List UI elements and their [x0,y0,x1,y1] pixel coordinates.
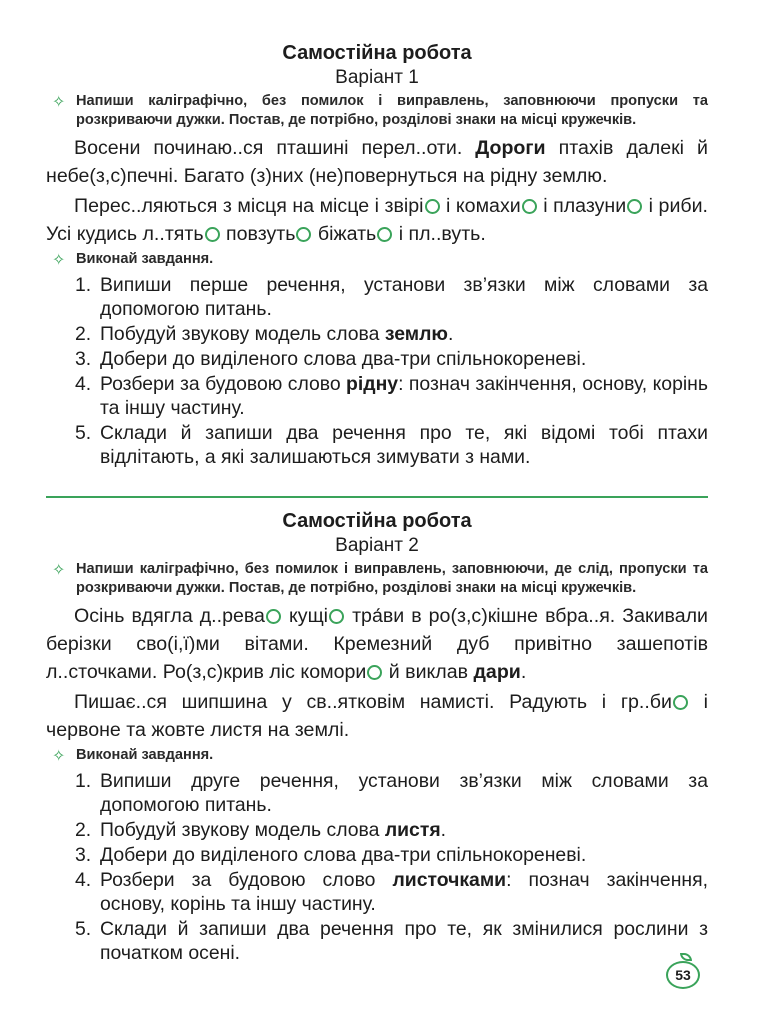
task-number: 5. [75,918,92,940]
text-run: птахів далекі й небе(з,с)печні. Багато (з)них (не)повернуться на рідну землю. [46,137,708,187]
task-text: Добери до виділеного слова два-три спільнокореневі. [100,348,587,370]
task-item [46,868,708,916]
task-number: 4. [75,373,92,395]
instruction-text: Напиши каліграфічно, без помилок і виправлень, заповнюючи, де слід, пропуски та розкриваючи дужки. Постав, де потрібно, розділові знаки на місці кружечків. [76,561,708,596]
text-run: й виклав [383,661,474,683]
task-item [46,322,708,346]
task-keyword: листя [384,819,441,841]
task-number: 1. [75,770,92,792]
task-list [46,273,708,469]
sparkle-icon: ✧ [52,748,66,765]
task-item [46,843,708,867]
task-number: 3. [75,844,92,866]
punctuation-circle-icon [673,695,688,710]
task-text: Добери до виділеного слова два-три спільнокореневі. [100,844,587,866]
task-list [46,769,708,965]
punctuation-circle-icon [627,199,642,214]
task-number: 3. [75,348,92,370]
punctuation-circle-icon [266,609,281,624]
paragraph [46,688,708,744]
task-item [46,769,708,817]
task-number: 4. [75,869,92,891]
page-number-badge [666,957,704,991]
text-run: . [520,661,527,683]
punctuation-circle-icon [367,665,382,680]
task-text: Розбери за будовою слово [100,869,393,891]
paragraph [46,602,708,686]
text-run: і риби. Усі кудись л..тять [46,195,709,245]
task-keyword: листочками [392,869,507,891]
punctuation-circle-icon [205,227,220,242]
punctuation-circle-icon [329,609,344,624]
tasks-header-text: Виконай завдання. [76,251,214,267]
section-divider [46,496,708,498]
text-run: Перес..ляються з місця на місце і звірі [74,195,424,217]
punctuation-circle-icon [296,227,311,242]
task-text: Випиши перше речення, установи зв’язки між словами за допомогою питань. [100,274,708,320]
task-number: 5. [75,422,92,444]
sparkle-icon: ✧ [52,94,66,111]
task-keyword: рідну [346,373,399,395]
instruction-text: Напиши каліграфічно, без помилок і виправлень, заповнюючи пропуски та розкриваючи дужки. Постав, де потрібно, розділові знаки на місці кружечків. [76,93,708,128]
task-text: . [447,323,454,345]
task-number: 2. [75,323,92,345]
task-item [46,372,708,420]
task-item [46,273,708,321]
highlighted-word: дари [473,661,521,683]
text-run: Осінь вдягла д..рева [74,605,265,627]
tasks-header-text: Виконай завдання. [76,747,214,763]
task-item [46,347,708,371]
variant-label: Варіант 2 [335,535,419,556]
sparkle-icon: ✧ [52,562,66,579]
punctuation-circle-icon [425,199,440,214]
text-run: біжать [312,223,377,245]
section-variant-1 [46,40,708,470]
punctuation-circle-icon [522,199,537,214]
tasks-header [46,746,708,765]
task-text: Розбери за будовою слово [100,373,347,395]
text-run: і червоне та жовте листя на землі. [46,691,708,741]
paragraph [46,192,708,248]
task-text: Побудуй звукову модель слова [100,323,385,345]
instruction [46,560,708,598]
variant-label: Варіант 1 [335,67,419,88]
text-run: і пл..вуть. [393,223,486,245]
text-run: повзуть [220,223,296,245]
task-text: : познач закінчення, основу, корінь та іншу частину. [100,869,708,915]
task-text: Склади й запиши два речення про те, які відомі тобі птахи відлітають, а які залишаються зимувати з нами. [100,422,708,468]
text-run: тра́ви в ро(з,с)кішне вбра..я. Закивали берізки сво(і,ї)ми вітами. Кремезний дуб привітно зашепотів л..сточками. Ро(з,с)крив ліс комори [46,605,708,683]
task-text: Випиши друге речення, установи зв’язки між словами за допомогою питань. [100,770,708,816]
text-run: і плазуни [537,195,627,217]
dictation-text [46,134,708,248]
task-item [46,421,708,469]
text-run: Пишає..ся шипшина у св..ятковім намисті. Радують і гр..би [74,691,672,713]
section-variant-2 [46,508,708,966]
punctuation-circle-icon [377,227,392,242]
task-text: . [440,819,447,841]
task-keyword: землю [384,323,448,345]
paragraph [46,134,708,190]
task-number: 1. [75,274,92,296]
text-run: Восени починаю..ся пташині перел..оти. [74,137,476,159]
task-text: : познач закінчення, основу, корінь та іншу частину. [100,373,708,419]
task-item [46,818,708,842]
text-run: і комахи [440,195,521,217]
task-number: 2. [75,819,92,841]
sparkle-icon: ✧ [52,252,66,269]
tasks-header [46,250,708,269]
section-title: Самостійна робота [282,42,472,64]
text-run: кущі [281,605,329,627]
instruction [46,92,708,130]
highlighted-word: Дороги [475,137,546,159]
task-item [46,917,708,965]
task-text: Склади й запиши два речення про те, як змінилися рослини з початком осені. [100,918,708,964]
page-number: 53 [666,961,700,989]
task-text: Побудуй звукову модель слова [100,819,385,841]
section-title: Самостійна робота [282,510,472,532]
dictation-text [46,602,708,744]
